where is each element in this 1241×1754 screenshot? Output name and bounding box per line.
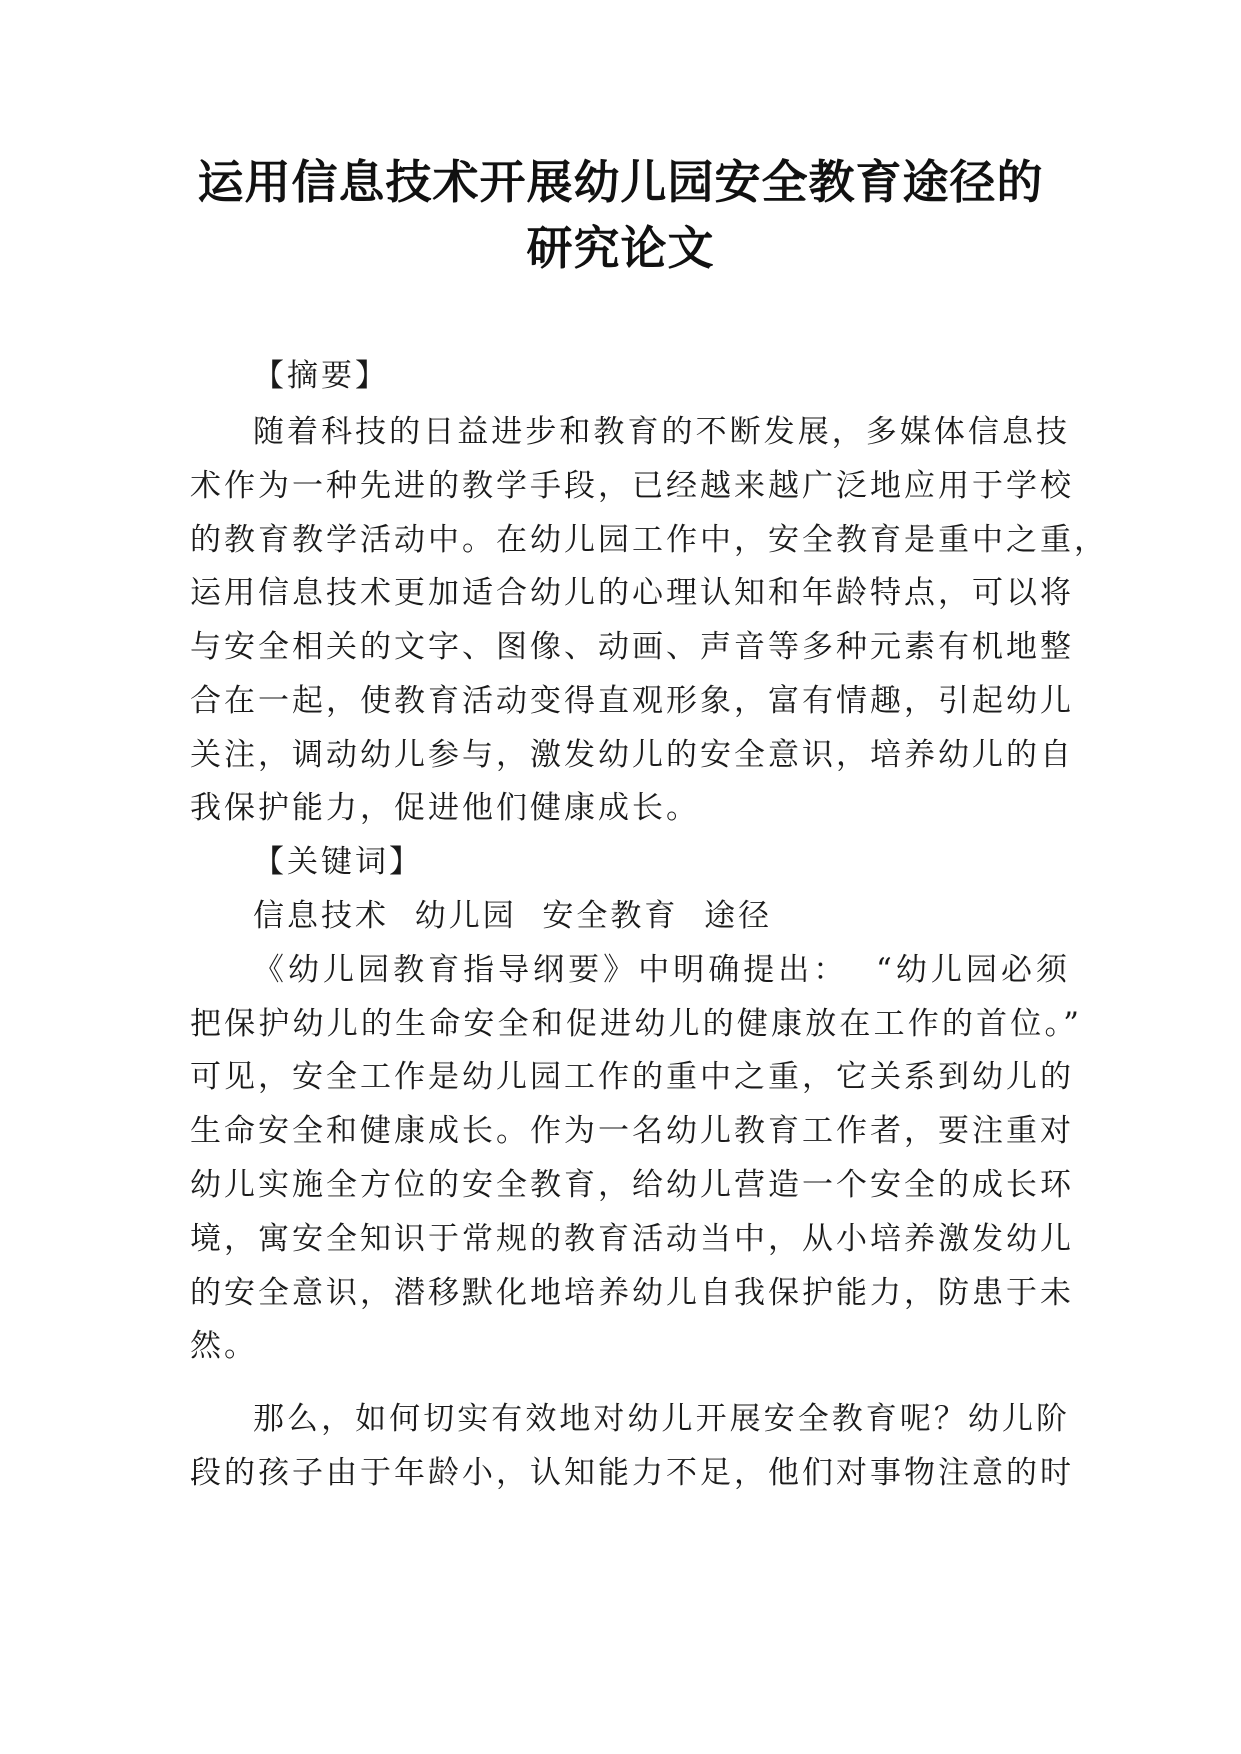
abstract-line: 运用信息技术更加适合幼儿的心理认知和年龄特点，可以将 — [190, 575, 1074, 611]
abstract-line: 关注，调动幼儿参与，激发幼儿的安全意识，培养幼儿的自 — [190, 737, 1074, 773]
document-title-line-1: 运用信息技术开展幼儿园安全教育途径的 — [197, 155, 1044, 209]
body-paragraph-line: 境，寓安全知识于常规的教育活动当中，从小培养激发幼儿 — [190, 1221, 1074, 1257]
body-paragraph-line: 的安全意识，潜移默化地培养幼儿自我保护能力，防患于未 — [190, 1275, 1074, 1311]
abstract-line: 我保护能力，促进他们健康成长。 — [190, 790, 700, 826]
body-paragraph-line: 可见，安全工作是幼儿园工作的重中之重，它关系到幼儿的 — [190, 1059, 1074, 1095]
body-paragraph-line: 《幼儿园教育指导纲要》中明确提出： “幼儿园必须 — [253, 952, 1070, 988]
abstract-heading: 【摘要】 — [253, 358, 389, 394]
abstract-line: 的教育教学活动中。在幼儿园工作中，安全教育是重中之重， — [190, 522, 1108, 558]
abstract-line: 与安全相关的文字、图像、动画、声音等多种元素有机地整 — [190, 629, 1074, 665]
abstract-line: 术作为一种先进的教学手段，已经越来越广泛地应用于学校 — [190, 468, 1074, 504]
body-paragraph-line: 把保护幼儿的生命安全和促进幼儿的健康放在工作的首位。” — [190, 1006, 1082, 1042]
body-paragraph-line: 段的孩子由于年龄小，认知能力不足，他们对事物注意的时 — [190, 1455, 1074, 1491]
body-paragraph-line: 生命安全和健康成长。作为一名幼儿教育工作者，要注重对 — [190, 1113, 1074, 1149]
abstract-line: 随着科技的日益进步和教育的不断发展，多媒体信息技 — [253, 414, 1070, 450]
abstract-line: 合在一起，使教育活动变得直观形象，富有情趣，引起幼儿 — [190, 683, 1074, 719]
keywords-heading: 【关键词】 — [253, 844, 423, 880]
body-paragraph-line: 然。 — [190, 1328, 258, 1364]
keywords-line: 信息技术 幼儿园 安全教育 途径 — [253, 898, 773, 934]
body-paragraph-line: 幼儿实施全方位的安全教育，给幼儿营造一个安全的成长环 — [190, 1167, 1074, 1203]
document-title-line-2: 研究论文 — [526, 221, 715, 275]
body-paragraph-line: 那么，如何切实有效地对幼儿开展安全教育呢？幼儿阶 — [253, 1401, 1070, 1437]
